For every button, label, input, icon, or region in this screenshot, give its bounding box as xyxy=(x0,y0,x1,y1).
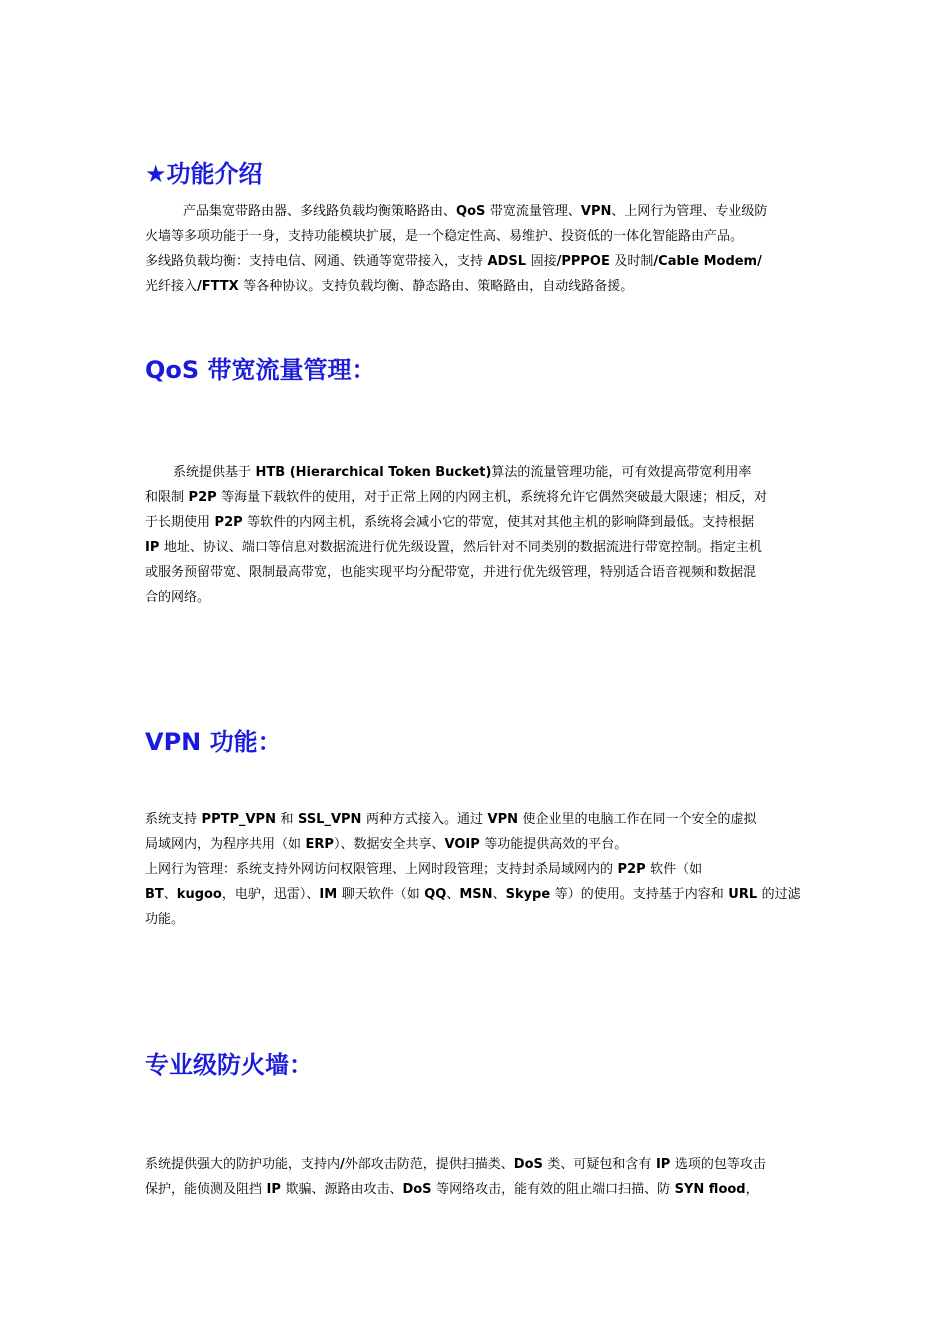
paragraph-line: 多线路负载均衡：支持电信、网通、铁通等宽带接入，支持 ADSL 固接/PPPOE 及时制/Cable Modem/ xyxy=(145,254,762,269)
section-body-qos xyxy=(145,460,810,610)
section-body-firewall xyxy=(145,1152,810,1202)
section-heading-qos: QoS 带宽流量管理： xyxy=(145,356,376,384)
paragraph-line: BT、kugoo，电驴，迅雷）、IM 聊天软件（如 QQ、MSN、Skype 等）的使用。支持基于内容和 URL 的过滤 xyxy=(145,887,801,902)
paragraph-line: 产品集宽带路由器、多线路负载均衡策略路由、QoS 带宽流量管理、VPN、上网行为管理、专业级防 xyxy=(183,204,768,219)
section-body-features xyxy=(145,199,810,299)
section-heading-firewall: 专业级防火墙： xyxy=(145,1051,313,1079)
paragraph-line: 功能。 xyxy=(145,912,185,927)
paragraph-line: 于长期使用 P2P 等软件的内网主机，系统将会减小它的带宽，使其对其他主机的影响降到最低。支持根据 xyxy=(145,515,755,530)
paragraph-line: IP 地址、协议、端口等信息对数据流进行优先级设置，然后针对不同类别的数据流进行带宽控制。指定主机 xyxy=(145,540,762,555)
paragraph-line: 光纤接入/FTTX 等各种协议。支持负载均衡、静态路由、策略路由，自动线路备援。 xyxy=(145,279,634,294)
section-heading-features: ★功能介绍 xyxy=(145,160,263,188)
paragraph-line: 局域网内，为程序共用（如 ERP）、数据安全共享、VOIP 等功能提供高效的平台。 xyxy=(145,837,628,852)
paragraph-line: 合的网络。 xyxy=(145,590,211,605)
paragraph-line: 上网行为管理：系统支持外网访问权限管理、上网时段管理；支持封杀局域网内的 P2P 软件（如 xyxy=(145,862,703,877)
paragraph-line: 或服务预留带宽、限制最高带宽，也能实现平均分配带宽，并进行优先级管理，特别适合语音视频和数据混 xyxy=(145,565,757,580)
section-body-vpn xyxy=(145,807,810,932)
paragraph-line: 保护，能侦测及阻挡 IP 欺骗、源路由攻击、DoS 等网络攻击，能有效的阻止端口扫描、防 SYN flood， xyxy=(145,1182,759,1197)
paragraph-line: 系统提供基于 HTB (Hierarchical Token Bucket)算法的流量管理功能，可有效提高带宽利用率 xyxy=(173,465,752,480)
paragraph-line: 火墙等多项功能于一身，支持功能模块扩展，是一个稳定性高、易维护、投资低的一体化智能路由产品。 xyxy=(145,229,744,244)
paragraph-line: 系统支持 PPTP_VPN 和 SSL_VPN 两种方式接入。通过 VPN 使企业里的电脑工作在同一个安全的虚拟 xyxy=(145,812,757,827)
paragraph-line: 和限制 P2P 等海量下载软件的使用，对于正常上网的内网主机，系统将允许它偶然突破最大限速；相反，对 xyxy=(145,490,768,505)
paragraph-line: 系统提供强大的防护功能，支持内/外部攻击防范，提供扫描类、DoS 类、可疑包和含有 IP 选项的包等攻击 xyxy=(145,1157,766,1172)
section-heading-vpn: VPN 功能： xyxy=(145,728,282,756)
